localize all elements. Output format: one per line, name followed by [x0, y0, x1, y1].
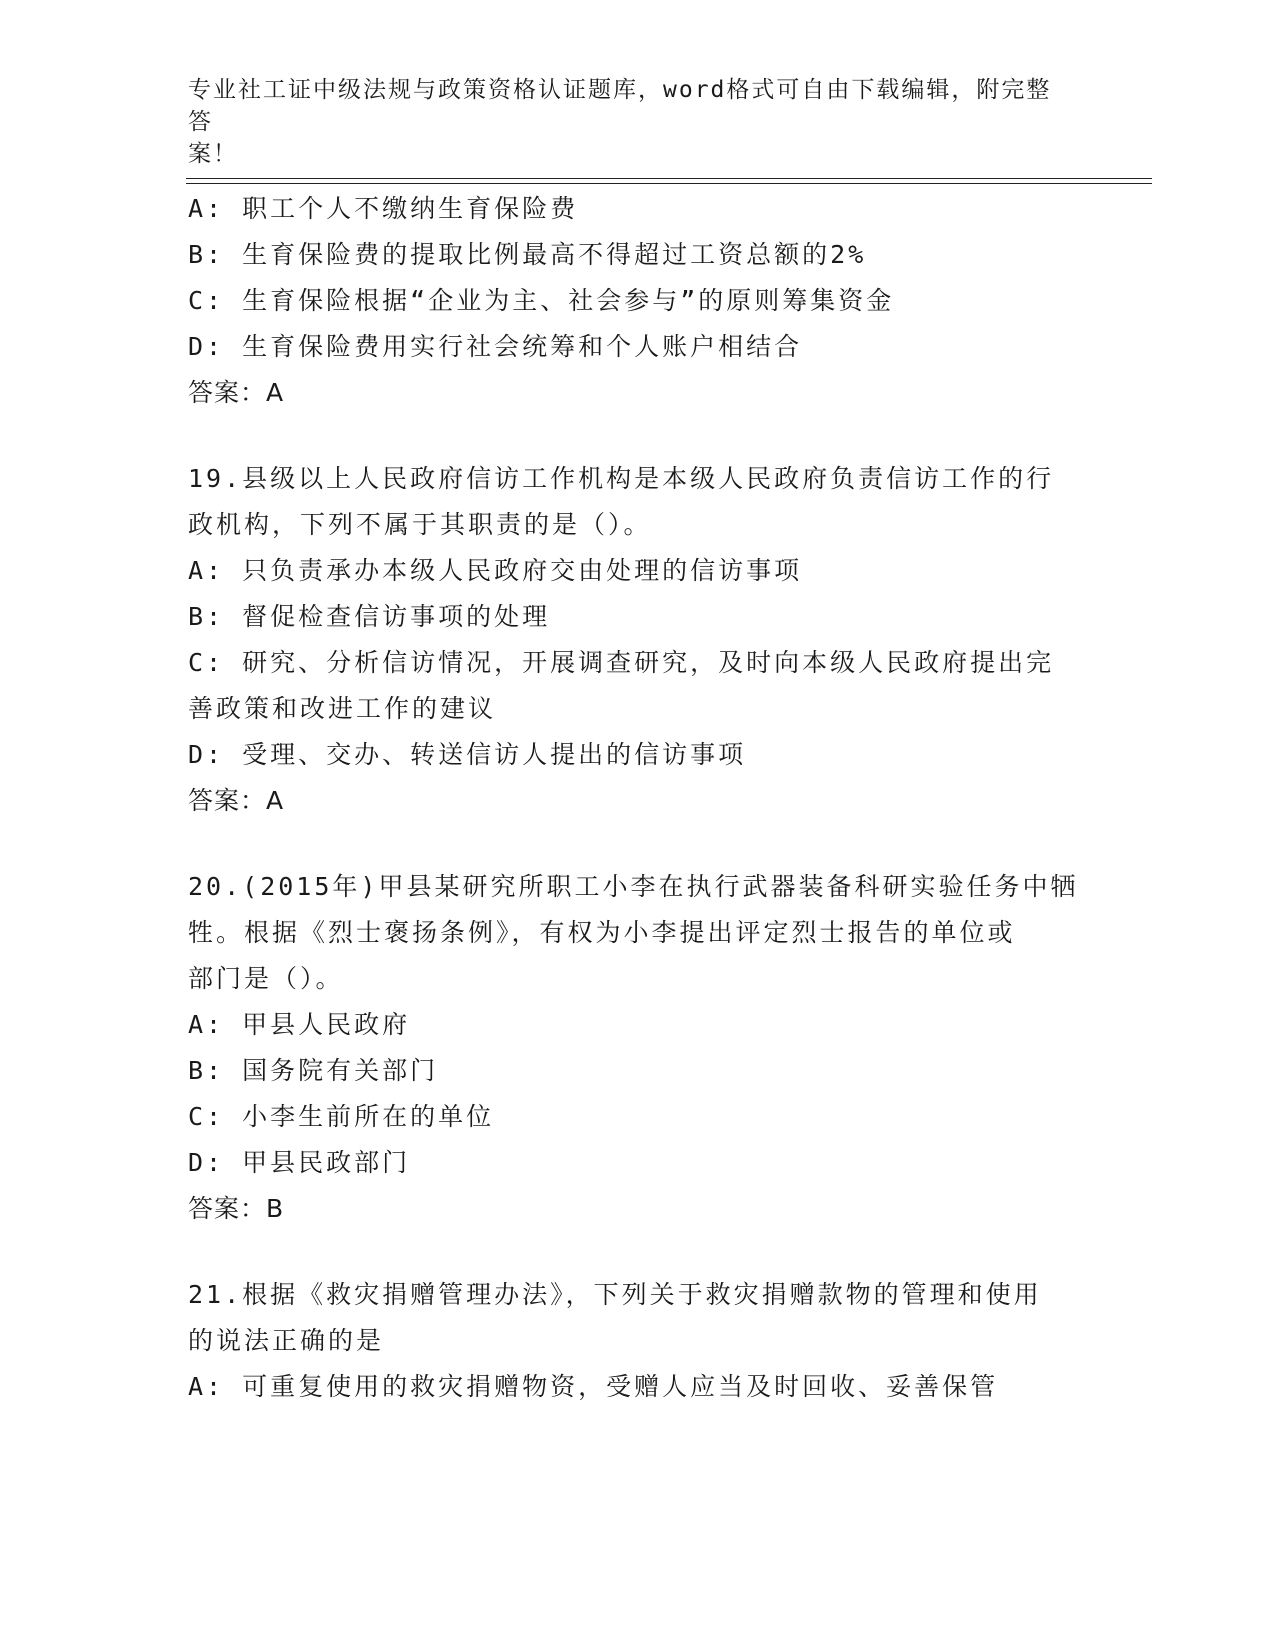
q18-option-c: C: 生育保险根据“企业为主、社会参与”的原则筹集资金	[188, 286, 895, 315]
q19-stem-line-1: 19.县级以上人民政府信访工作机构是本级人民政府负责信访工作的行	[188, 464, 1055, 493]
spacer	[188, 824, 1088, 864]
q19-option-d: D: 受理、交办、转送信访人提出的信访事项	[188, 740, 747, 769]
q20-option-a: A: 甲县人民政府	[188, 1010, 411, 1039]
q19-answer: 答案：A	[188, 786, 285, 815]
question-content	[188, 186, 1088, 1410]
q19-option-c-line-1: C: 研究、分析信访情况，开展调查研究，及时向本级人民政府提出完	[188, 648, 1055, 677]
header-line-2: 案！	[188, 141, 238, 167]
q21-stem-line-1: 21.根据《救灾捐赠管理办法》，下列关于救灾捐赠款物的管理和使用	[188, 1280, 1042, 1309]
document-header	[188, 74, 1068, 170]
question-19	[188, 456, 1088, 824]
q18-option-b: B: 生育保险费的提取比例最高不得超过工资总额的2%	[188, 240, 867, 269]
q20-stem-line-3: 部门是（）。	[188, 964, 344, 993]
q21-option-a: A: 可重复使用的救灾捐赠物资，受赠人应当及时回收、妥善保管	[188, 1372, 999, 1401]
q18-option-a: A: 职工个人不缴纳生育保险费	[188, 194, 579, 223]
q18-answer: 答案：A	[188, 378, 285, 407]
q20-answer: 答案：B	[188, 1194, 285, 1223]
q20-option-d: D: 甲县民政部门	[188, 1148, 411, 1177]
q19-option-c-line-2: 善政策和改进工作的建议	[188, 694, 497, 723]
q19-stem-line-2: 政机构，下列不属于其职责的是（）。	[188, 510, 652, 539]
q19-option-b: B: 督促检查信访事项的处理	[188, 602, 551, 631]
header-divider-top	[186, 178, 1152, 179]
header-line-1: 专业社工证中级法规与政策资格认证题库，word格式可自由下载编辑，附完整答	[188, 77, 1052, 135]
question-18-options	[188, 186, 1088, 416]
question-20	[188, 864, 1088, 1232]
spacer	[188, 1232, 1088, 1272]
spacer	[188, 416, 1088, 456]
header-divider-bottom	[186, 183, 1152, 184]
q20-option-b: B: 国务院有关部门	[188, 1056, 439, 1085]
q20-option-c: C: 小李生前所在的单位	[188, 1102, 495, 1131]
q21-stem-line-2: 的说法正确的是	[188, 1326, 385, 1355]
q19-option-a: A: 只负责承办本级人民政府交由处理的信访事项	[188, 556, 803, 585]
q20-stem-line-2: 牲。根据《烈士褒扬条例》，有权为小李提出评定烈士报告的单位或	[188, 918, 1016, 947]
q20-stem-line-1: 20.(2015年)甲县某研究所职工小李在执行武器装备科研实验任务中牺	[188, 872, 1079, 901]
question-21	[188, 1272, 1088, 1410]
q18-option-d: D: 生育保险费用实行社会统筹和个人账户相结合	[188, 332, 803, 361]
